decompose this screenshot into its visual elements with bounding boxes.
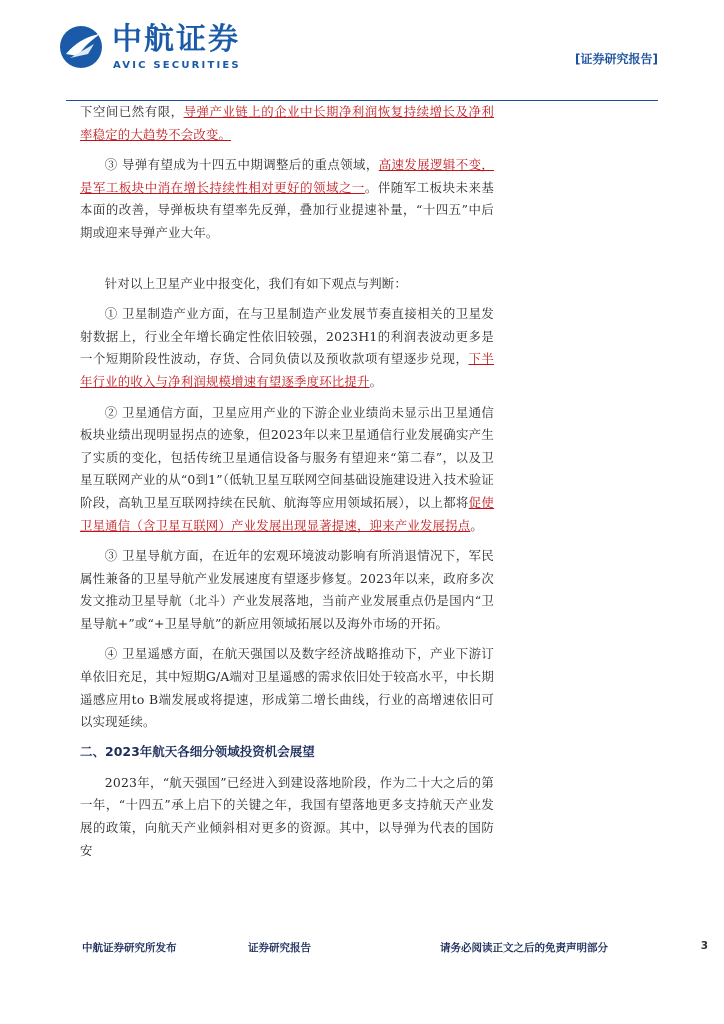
- highlight-text: 导弹产业链上的企业中长期净利润恢复持续增长及净利率稳定的大趋势不会改变。: [80, 104, 494, 142]
- paragraph-4: ① 卫星制造产业方面，在与卫星制造产业发展节奏直接相关的卫星发射数据上，行业全年增长确定性依旧较强，2023H1的利润表波动更多是一个短期阶段性波动，存货、合同负债以及预收款项有望逐步兑现，下半年行业的收入与净利润规模增速有望逐季度环比提升。: [80, 306, 495, 389]
- page-number: 3: [700, 940, 708, 952]
- paragraph-6: ③ 卫星导航方面，在近年的宏观环境波动影响有所消退情况下，军民属性兼备的卫星导航产业发展速度有望逐步修复。2023年以来，政府多次发文推动卫星导航（北斗）产业发展落地，当前产业发展重点仍是国内“卫星导航+”或“+卫星导航”的新应用领域拓展以及海外市场的开拓。: [80, 548, 494, 631]
- section-heading: 二、2023年航天各细分领域投资机会展望: [80, 743, 315, 759]
- highlight-text: 下半年行业的收入与净利润规模增速有望逐季度环比提升: [80, 351, 495, 389]
- paragraph-3: 针对以上卫星产业中报变化，我们有如下观点与判断：: [104, 275, 407, 291]
- highlight-text: 促使卫星通信（含卫星互联网）产业发展出现显著提速，迎来产业发展拐点: [80, 494, 495, 533]
- paragraph-7: ④ 卫星遥感方面，在航天强国以及数字经济战略推动下，产业下游订单依旧充足，其中短期G/A端对卫星遥感的需求依旧处于较高水平，中长期遥感应用to B端发展或将提速，形成第二增长曲线，行业的高增速依旧可以实现延续。: [80, 646, 494, 730]
- paragraph-1: 下空间已然有限，导弹产业链上的企业中长期净利润恢复持续增长及净利率稳定的大趋势不会改变。: [80, 104, 494, 142]
- paragraph-2: ③ 导弹有望成为十四五中期调整后的重点领域，高速发展逻辑不变，是军工板块中消在增长持续性相对更好的领域之一。伴随军工板块未来基本面的改善，导弹板块有望率先反弹，叠加行业提速补量，“十四五”中后期或迎来导弹产业大年。: [80, 157, 495, 240]
- footer-publisher: 中航证券研究所发布: [82, 942, 177, 954]
- paragraph-8: 2023年，“航天强国”已经进入到建设落地阶段，作为二十大之后的第一年，“十四五”承上启下的关键之年，我国有望落地更多支持航天产业发展的政策，向航天产业倾斜相对更多的资源。其中，以导弹为代表的国防安: [80, 774, 494, 858]
- footer-disclaimer: 请务必阅读正文之后的免责声明部分: [440, 942, 608, 954]
- highlight-text: 高速发展逻辑不变，是军工板块中消在增长持续性相对更好的领域之一: [80, 157, 494, 195]
- page-footer: [82, 940, 708, 960]
- report-type-tag: [证券研究报告]: [575, 52, 658, 66]
- avic-logo-icon: [58, 24, 104, 70]
- report-body: [80, 101, 494, 870]
- footer-report-type: 证券研究报告: [248, 942, 311, 954]
- brand-name-en: AVIC SECURITIES: [113, 60, 241, 71]
- brand-name-cn: 中航证券: [112, 22, 240, 57]
- paragraph-5: ② 卫星通信方面，卫星应用产业的下游企业业绩尚未显示出卫星通信板块业绩出现明显拐点的迹象，但2023年以来卫星通信行业发展确实产生了实质的变化，包括传统卫星通信设备与服务有望迎来“第二春”，以及卫星互联网产业的从“0到1”（低轨卫星互联网空间基础设施建设进入技术验证阶段，高轨卫星互联网持续在民航、航海等应用领域拓展），以上都将促使卫星通信（含卫星互联网）产业发展出现显著提速，迎来产业发展拐点。: [80, 404, 495, 533]
